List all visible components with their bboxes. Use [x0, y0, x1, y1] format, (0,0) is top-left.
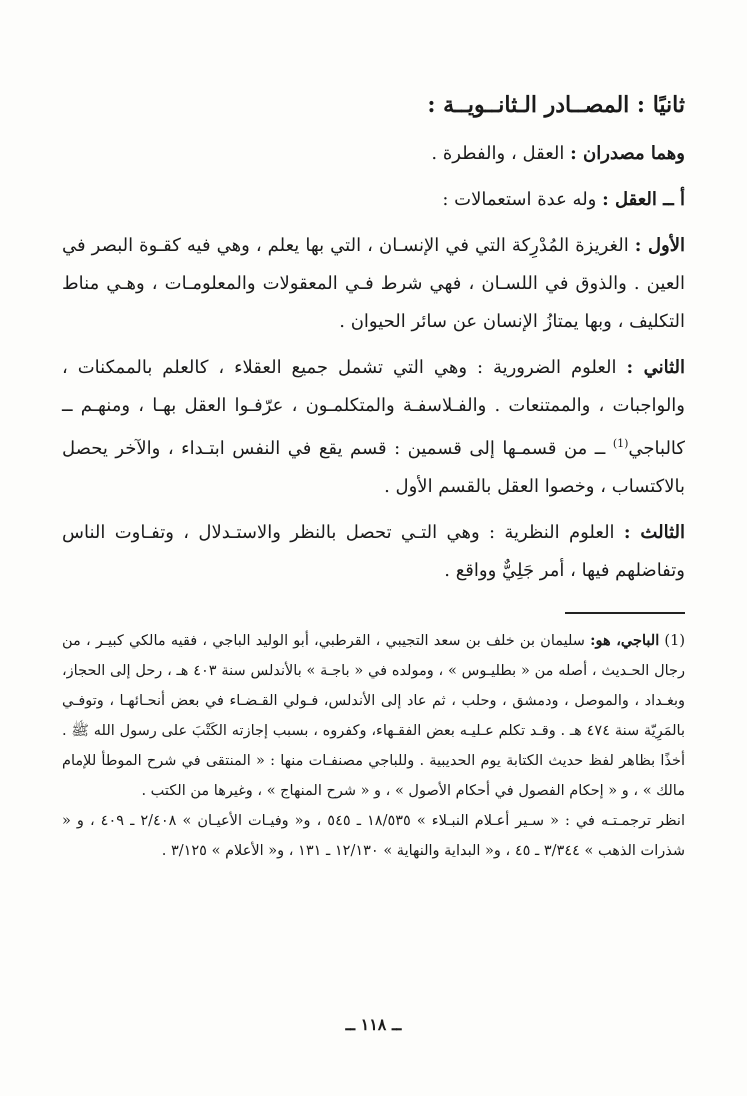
footnote-body — [62, 626, 685, 806]
paragraph-first-meaning — [62, 227, 685, 341]
paragraph-text: العقل ، والفطرة . — [431, 143, 571, 164]
paragraph-reason — [62, 181, 685, 219]
footnote-marker[interactable]: (1) — [612, 437, 629, 450]
paragraph-sources — [62, 135, 685, 173]
page-content — [62, 85, 685, 866]
paragraph-text: العلوم النظرية : وهي التـي تحصل بالنظر والاستـدلال ، وتفـاوت الناس وتفاضلهم فيها ، أمر جَلِيٌّ وواقع . — [62, 522, 685, 581]
paragraph-lead: الثاني : — [626, 357, 686, 378]
section-heading: ثانيًا : المصــادر الـثانــويــة : — [427, 92, 685, 118]
paragraph-lead: أ ــ العقل : — [602, 189, 685, 210]
footnote-references: انظر ترجمـتـه في : « سـير أعـلام النبـلاء » ١٨/٥٣٥ ـ ٥٤٥ ، و« وفيـات الأعيـان » ٢/٤٠٨ ـ ٤٠٩ ، و « شذرات الذهب » ٣/٣٤٤ ـ ٤٥ ، و« البداية والنهاية » ١٢/١٣٠ ـ ١٣١ ، و« الأعلام » ٣/١٢٥ . — [62, 813, 685, 859]
paragraph-lead: الثالث : — [623, 522, 685, 543]
paragraph-lead: وهما مصدران : — [570, 143, 685, 164]
paragraph-text-cont: ــ من قسمـها إلى قسمين : قسم يقع في النفس ابتـداء ، والآخر يحصل بالاكتساب ، وخصوا العقل بالقسم الأول . — [62, 438, 685, 497]
footnote-name: الباجي، هو: — [590, 632, 660, 649]
footnote-number: (1) — [664, 633, 685, 649]
paragraph-lead: الأول : — [634, 235, 685, 256]
paragraph-text: الغريزة المُدْرِكة التي في الإنسـان ، التي بها يعلم ، وهي فيه كقـوة البصر في العين . والذوق في اللسـان ، فهي شرط فـي المعقولات والمعلومـات ، وهـي مناط التكليف ، وبها يمتازُ الإنسان عن سائر الحيوان . — [62, 235, 685, 332]
paragraph-text: العلوم الضرورية : وهي التي تشمل جميع العقلاء ، كالعلم بالممكنات ، والواجبات ، والممتنعات . والفـلاسفـة والمتكلمـون ، عرّفـوا العقل بهـا ، ومنهـم ــ كالباجي — [62, 357, 685, 459]
paragraph-text: وله عدة استعمالات : — [442, 189, 603, 210]
paragraph-second-meaning — [62, 349, 685, 506]
footnote-separator — [565, 612, 685, 614]
footnote-text: سليمان بن خلف بن سعد التجيبي ، القرطبي، أبو الوليد الباجي ، فقيه مالكي كبيـر ، من رجال الحـديث ، أصله من « بطليـوس » ، ومولده في « باجـة » بالأندلس سنة ٤٠٣ هـ ، رحل إلى الحجاز، وبغـداد ، والموصل ، ودمشق ، وحلب ، ثم عاد إلى الأندلس، فـولي القـضـاء في بعض أنحـائهـا ، وتوفـي بالمَرِيّة سنة ٤٧٤ هـ . وقـد تكلم عـليـه بعض الفقـهاء، وكفروه ، بسبب إجازته الكَتْبَ على رسول الله ﷺ . أخذًا بظاهر لفظ حديث الكتابة يوم الحديبية . وللباجي مصنفـات منها : « المنتقى في شرح الموطأ للإمام مالك » ، و « إحكام الفصول في أحكام الأصول » ، و « شرح المنهاج » ، وغيرها من الكتب . — [62, 633, 685, 799]
paragraph-third-meaning — [62, 514, 685, 590]
page-number: ــ ١١٨ ــ — [345, 1015, 402, 1034]
